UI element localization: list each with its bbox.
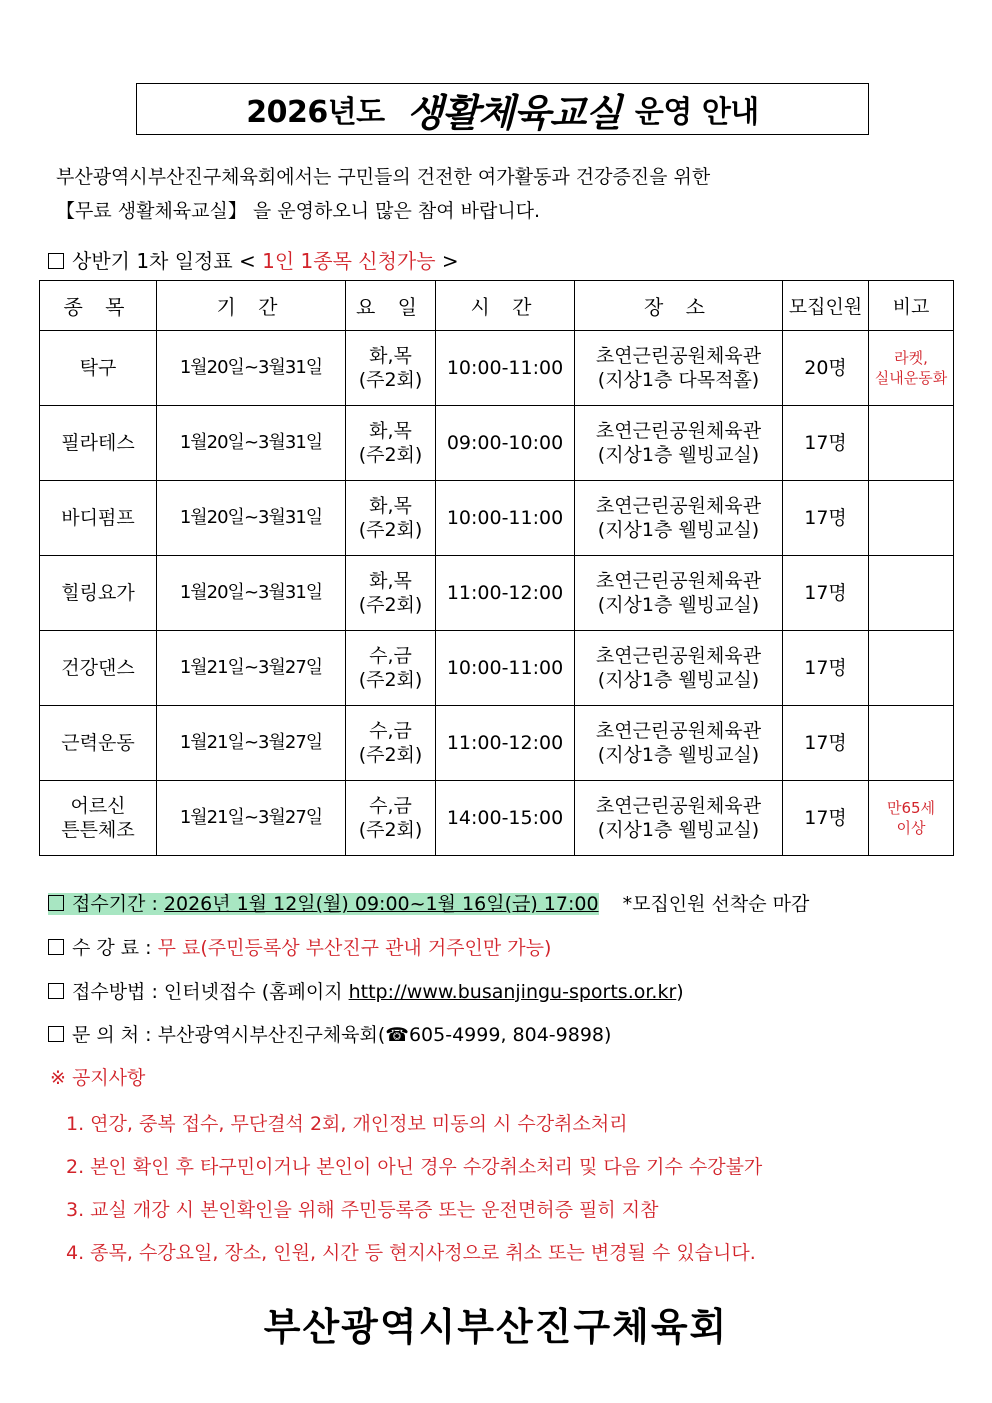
cell-period: 1월20일~3월31일 bbox=[157, 406, 346, 481]
cell-sport: 건강댄스 bbox=[40, 631, 157, 706]
footer-organization: 부산광역시부산진구체육회 bbox=[263, 1305, 729, 1349]
cell-sport: 탁구 bbox=[40, 331, 157, 406]
cell-freq-text: (주2회) bbox=[358, 444, 423, 466]
cell-period: 1월21일~3월27일 bbox=[157, 781, 346, 856]
notice-list bbox=[66, 1103, 762, 1275]
header-period: 기 간 bbox=[157, 281, 346, 331]
schedule-heading-label: 상반기 1차 일정표 < bbox=[72, 249, 256, 273]
cell-freq-text: (주2회) bbox=[358, 819, 423, 841]
page-title bbox=[136, 83, 869, 135]
cell-capacity: 17명 bbox=[783, 406, 869, 481]
header-venue: 장 소 bbox=[575, 281, 783, 331]
registration-period: 2026년 1월 12일(월) 09:00~1월 16일(금) 17:00 bbox=[163, 893, 599, 915]
cell-venue bbox=[575, 556, 783, 631]
title-suffix: 운영 안내 bbox=[634, 95, 759, 130]
cell-venue bbox=[575, 331, 783, 406]
registration-highlight bbox=[48, 893, 599, 915]
cell-venue-name: 초연근린공원체육관 bbox=[595, 420, 762, 442]
cell-venue-name: 초연근린공원체육관 bbox=[595, 495, 762, 517]
intro-line-1: 부산광역시부산진구체육회에서는 구민들의 건전한 여가활동과 건강증진을 위한 bbox=[56, 166, 711, 188]
header-capacity: 모집인원 bbox=[783, 281, 869, 331]
cell-days bbox=[346, 481, 436, 556]
table-row bbox=[40, 406, 954, 481]
table-row bbox=[40, 631, 954, 706]
cell-days bbox=[346, 706, 436, 781]
cell-capacity: 17명 bbox=[783, 706, 869, 781]
notice-item: 4. 종목, 수강요일, 장소, 인원, 시간 등 현지사정으로 취소 또는 변경될 수 있습니다. bbox=[66, 1242, 756, 1264]
cell-note bbox=[869, 781, 954, 856]
notice-item: 1. 연강, 중복 접수, 무단결석 2회, 개인정보 미동의 시 수강취소처리 bbox=[66, 1113, 628, 1135]
cell-venue bbox=[575, 481, 783, 556]
cell-venue-sub: (지상1층 웰빙교실) bbox=[597, 819, 760, 841]
cell-sport bbox=[40, 781, 157, 856]
cell-venue-name: 초연근린공원체육관 bbox=[595, 720, 762, 742]
method-info bbox=[48, 977, 684, 1004]
cell-days-text: 화,목 bbox=[369, 345, 412, 367]
cell-freq-text: (주2회) bbox=[358, 369, 423, 391]
method-value-prefix: 인터넷접수 (홈페이지 bbox=[163, 981, 343, 1003]
method-value-suffix: ) bbox=[676, 981, 684, 1003]
cell-capacity: 17명 bbox=[783, 631, 869, 706]
cell-period: 1월20일~3월31일 bbox=[157, 331, 346, 406]
notice-item: 3. 교실 개강 시 본인확인을 위해 주민등록증 또는 운전면허증 필히 지참 bbox=[66, 1199, 659, 1221]
cell-note-line-1: 만65세 bbox=[886, 799, 936, 817]
cell-venue-name: 초연근린공원체육관 bbox=[595, 570, 762, 592]
checkbox-icon bbox=[48, 939, 64, 955]
registration-note: *모집인원 선착순 마감 bbox=[622, 893, 810, 915]
cell-days bbox=[346, 406, 436, 481]
fee-info bbox=[48, 933, 551, 960]
registration-info bbox=[48, 889, 809, 916]
table-row bbox=[40, 331, 954, 406]
schedule-heading bbox=[48, 245, 459, 274]
schedule-heading-end: > bbox=[441, 249, 459, 273]
cell-days-text: 수,금 bbox=[369, 720, 412, 742]
cell-time: 10:00-11:00 bbox=[436, 331, 575, 406]
cell-venue-name: 초연근린공원체육관 bbox=[595, 645, 762, 667]
schedule-table bbox=[39, 280, 954, 856]
cell-venue-sub: (지상1층 웰빙교실) bbox=[597, 744, 760, 766]
cell-freq-text: (주2회) bbox=[358, 669, 423, 691]
header-time: 시 간 bbox=[436, 281, 575, 331]
contact-label: 문 의 처 : bbox=[72, 1024, 152, 1046]
cell-sport: 필라테스 bbox=[40, 406, 157, 481]
cell-venue-name: 초연근린공원체육관 bbox=[595, 345, 762, 367]
cell-days-text: 수,금 bbox=[369, 795, 412, 817]
cell-days-text: 수,금 bbox=[369, 645, 412, 667]
cell-capacity: 17명 bbox=[783, 781, 869, 856]
table-row bbox=[40, 481, 954, 556]
cell-note bbox=[869, 631, 954, 706]
cell-days-text: 화,목 bbox=[369, 420, 412, 442]
header-days: 요 일 bbox=[346, 281, 436, 331]
cell-freq-text: (주2회) bbox=[358, 519, 423, 541]
cell-period: 1월21일~3월27일 bbox=[157, 706, 346, 781]
intro-line-2: 【무료 생활체육교실】 을 운영하오니 많은 참여 바랍니다. bbox=[56, 200, 541, 222]
checkbox-icon bbox=[48, 253, 64, 269]
cell-note-line-1: 라켓, bbox=[894, 349, 928, 367]
cell-freq-text: (주2회) bbox=[358, 744, 423, 766]
contact-info bbox=[48, 1020, 611, 1047]
cell-venue-sub: (지상1층 웰빙교실) bbox=[597, 594, 760, 616]
cell-days bbox=[346, 331, 436, 406]
notice-title: ※ 공지사항 bbox=[50, 1067, 146, 1089]
intro-text bbox=[56, 160, 710, 228]
homepage-link[interactable]: http://www.busanjingu-sports.or.kr bbox=[348, 981, 677, 1003]
registration-label: 접수기간 : bbox=[72, 893, 158, 915]
cell-venue-sub: (지상1층 웰빙교실) bbox=[597, 519, 760, 541]
cell-time: 11:00-12:00 bbox=[436, 706, 575, 781]
cell-days bbox=[346, 556, 436, 631]
table-row bbox=[40, 556, 954, 631]
cell-time: 10:00-11:00 bbox=[436, 481, 575, 556]
cell-note-line-2: 이상 bbox=[896, 819, 926, 837]
cell-freq-text: (주2회) bbox=[358, 594, 423, 616]
cell-venue bbox=[575, 406, 783, 481]
cell-days bbox=[346, 631, 436, 706]
cell-venue bbox=[575, 631, 783, 706]
cell-capacity: 17명 bbox=[783, 556, 869, 631]
cell-note bbox=[869, 481, 954, 556]
cell-time: 09:00-10:00 bbox=[436, 406, 575, 481]
contact-value: 부산광역시부산진구체육회(☎605-4999, 804-9898) bbox=[157, 1024, 612, 1046]
fee-label: 수 강 료 : bbox=[72, 937, 152, 959]
cell-note bbox=[869, 331, 954, 406]
title-prefix: 2026년도 bbox=[246, 95, 385, 130]
cell-sport-line-2: 튼튼체조 bbox=[61, 819, 135, 841]
cell-period: 1월20일~3월31일 bbox=[157, 481, 346, 556]
cell-days bbox=[346, 781, 436, 856]
cell-note-line-2: 실내운동화 bbox=[874, 369, 948, 387]
cell-venue-sub: (지상1층 다목적홀) bbox=[597, 369, 760, 391]
method-label: 접수방법 : bbox=[72, 981, 158, 1003]
cell-time: 10:00-11:00 bbox=[436, 631, 575, 706]
cell-capacity: 20명 bbox=[783, 331, 869, 406]
header-sport: 종 목 bbox=[40, 281, 157, 331]
title-highlight: 생활체육교실 bbox=[406, 90, 621, 135]
table-row bbox=[40, 781, 954, 856]
header-note: 비고 bbox=[869, 281, 954, 331]
cell-venue bbox=[575, 781, 783, 856]
cell-period: 1월21일~3월27일 bbox=[157, 631, 346, 706]
fee-value: 무 료(주민등록상 부산진구 관내 거주인만 가능) bbox=[157, 937, 552, 959]
checkbox-icon bbox=[48, 1026, 64, 1042]
cell-period: 1월20일~3월31일 bbox=[157, 556, 346, 631]
cell-sport: 근력운동 bbox=[40, 706, 157, 781]
cell-sport: 힐링요가 bbox=[40, 556, 157, 631]
schedule-heading-highlight: 1인 1종목 신청가능 bbox=[262, 249, 436, 273]
table-header-row bbox=[40, 281, 954, 331]
cell-venue-sub: (지상1층 웰빙교실) bbox=[597, 669, 760, 691]
cell-capacity: 17명 bbox=[783, 481, 869, 556]
table-row bbox=[40, 706, 954, 781]
checkbox-icon bbox=[48, 983, 64, 999]
checkbox-icon bbox=[48, 895, 64, 911]
cell-note bbox=[869, 706, 954, 781]
cell-sport: 바디펌프 bbox=[40, 481, 157, 556]
cell-venue-sub: (지상1층 웰빙교실) bbox=[597, 444, 760, 466]
cell-days-text: 화,목 bbox=[369, 495, 412, 517]
cell-venue bbox=[575, 706, 783, 781]
cell-venue-name: 초연근린공원체육관 bbox=[595, 795, 762, 817]
notice-item: 2. 본인 확인 후 타구민이거나 본인이 아닌 경우 수강취소처리 및 다음 기수 수강불가 bbox=[66, 1156, 763, 1178]
cell-days-text: 화,목 bbox=[369, 570, 412, 592]
cell-sport-line-1: 어르신 bbox=[70, 795, 126, 817]
cell-time: 11:00-12:00 bbox=[436, 556, 575, 631]
cell-time: 14:00-15:00 bbox=[436, 781, 575, 856]
cell-note bbox=[869, 556, 954, 631]
cell-note bbox=[869, 406, 954, 481]
